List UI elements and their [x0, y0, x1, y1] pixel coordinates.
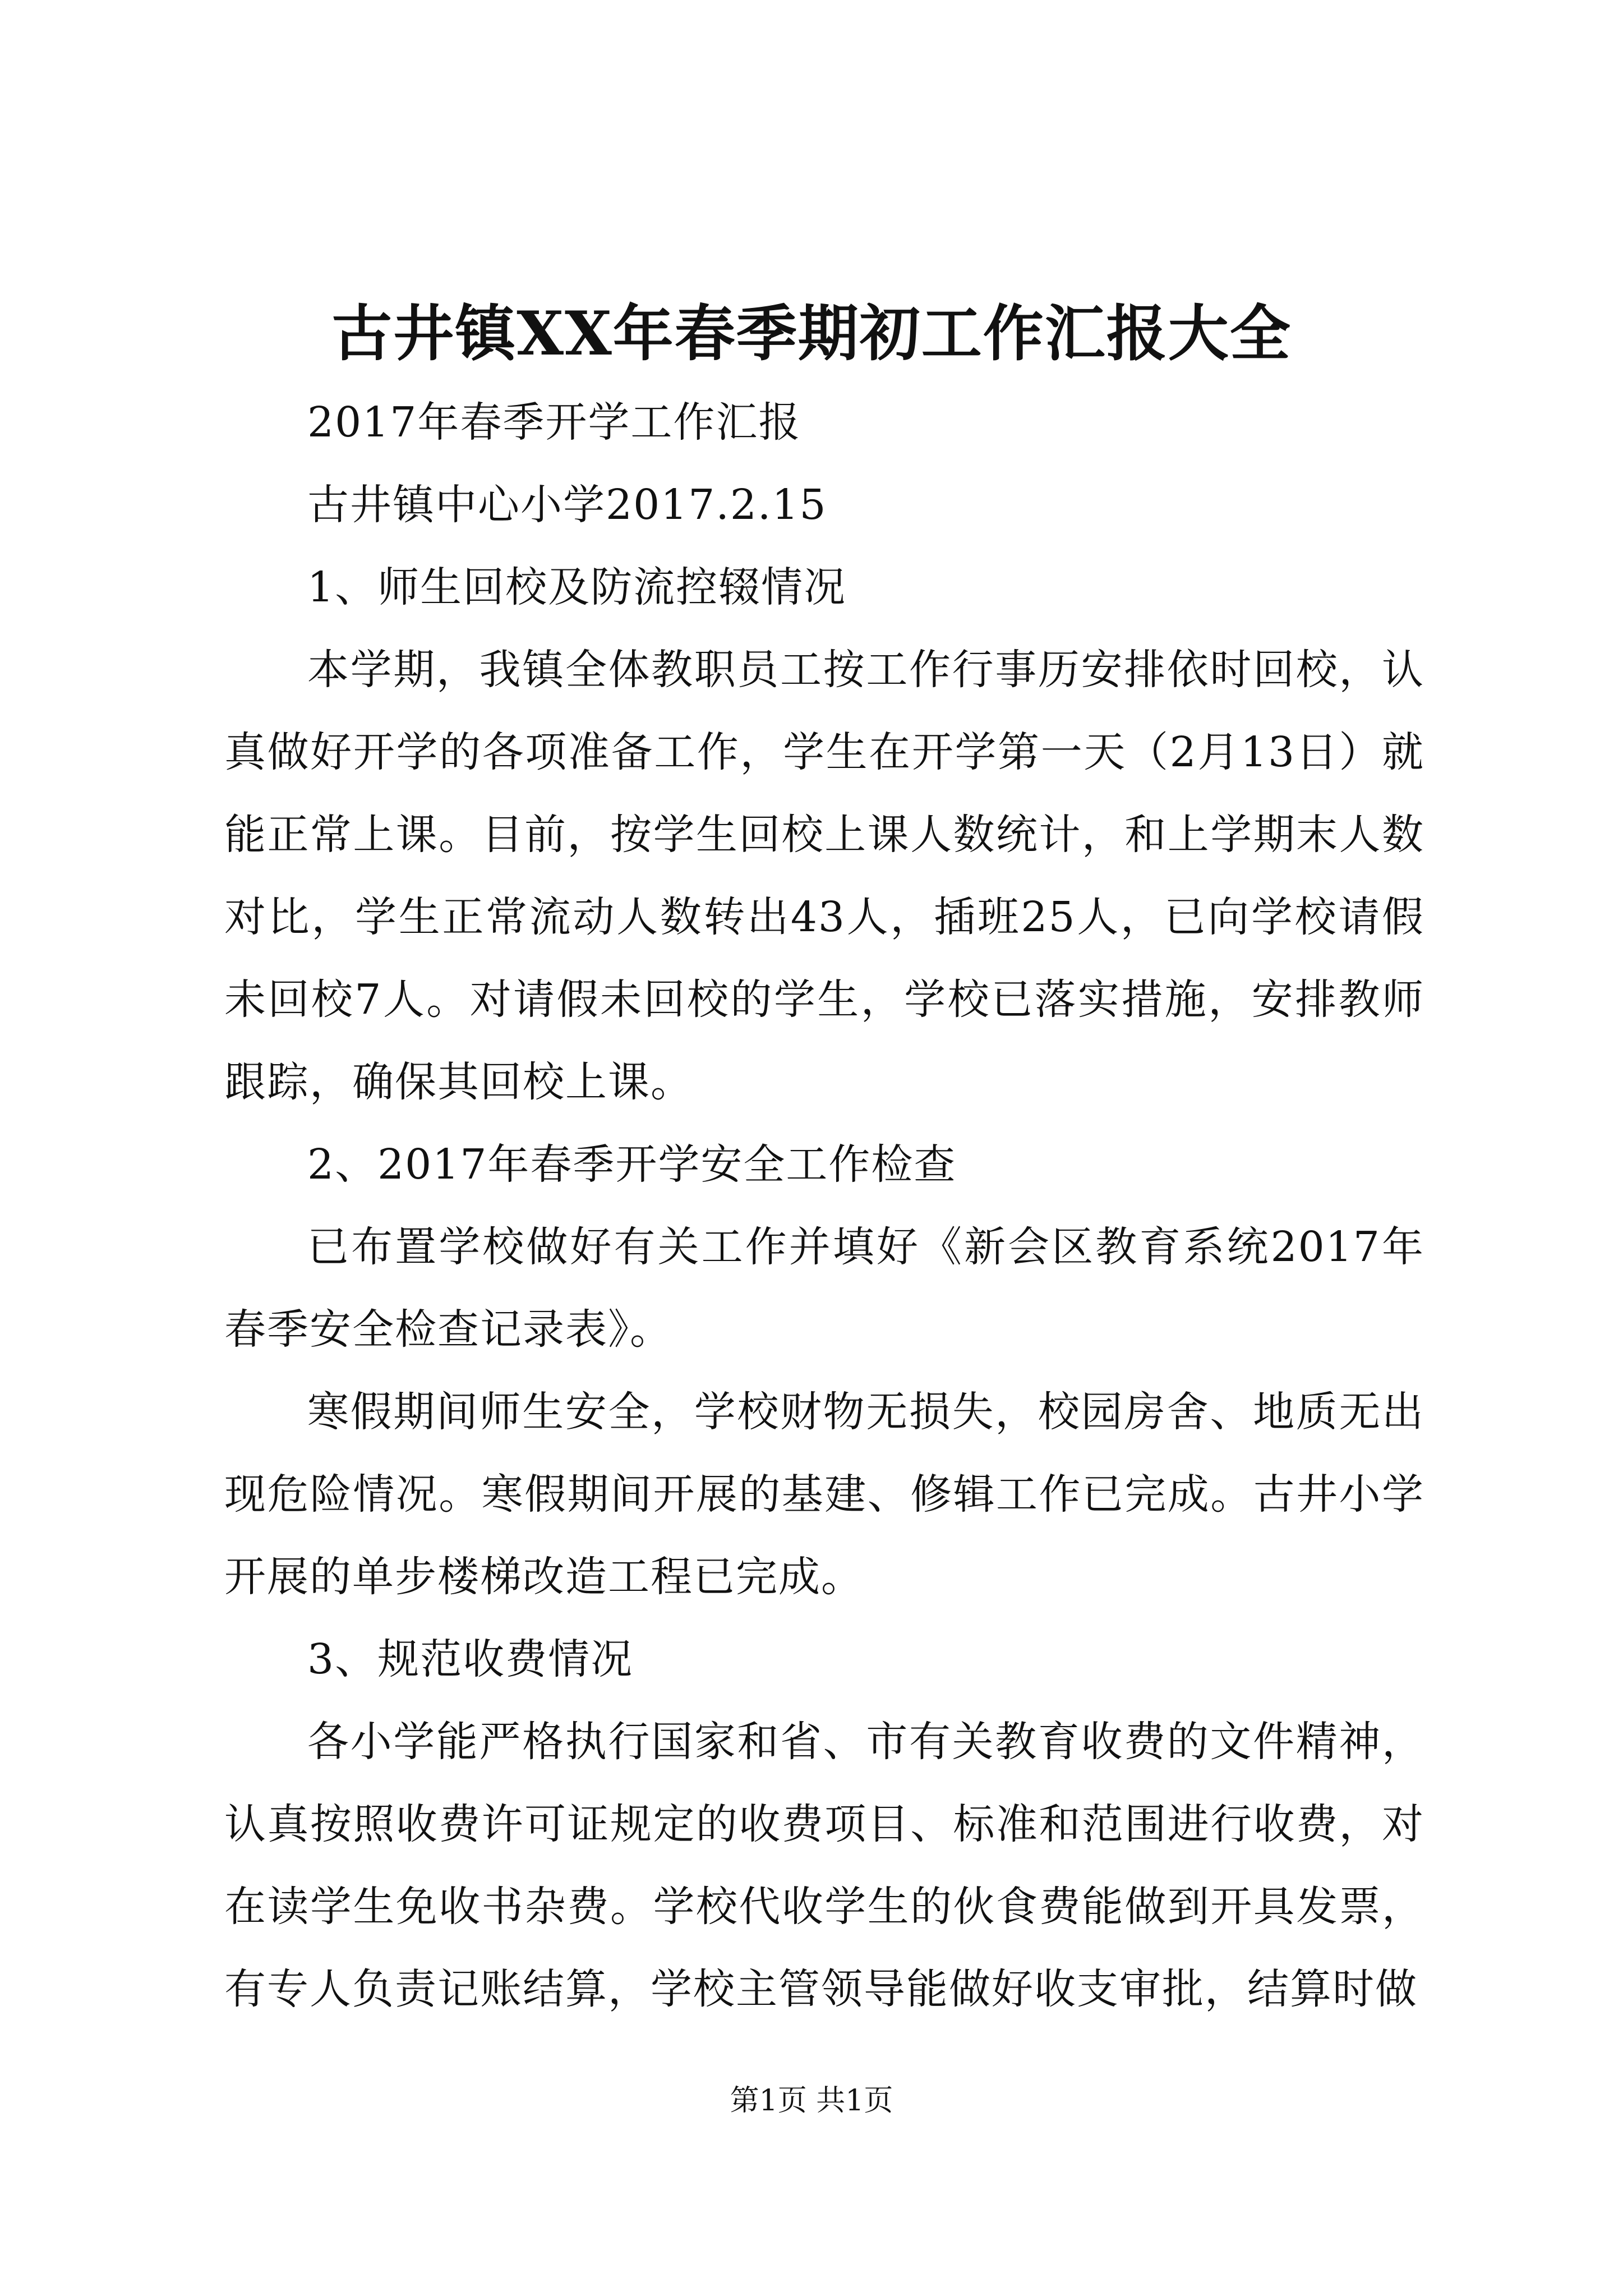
- author-date-line: 古井镇中心小学2017.2.15: [307, 481, 827, 529]
- section-heading-2: 2、2017年春季开学安全工作检查: [307, 1140, 957, 1189]
- document-title: 古井镇XX年春季期初工作汇报大全: [331, 298, 1292, 369]
- paragraph-return-to-school: 本学期，我镇全体教职员工按工作行事历安排依时回校，认真做好开学的各项准备工作，学生在开学第一天（2月13日）就能正常上课。目前，按学生回校上课人数统计，和上学期末人数对比，学生正常流动人数转出43人，插班25人，已向学校请假未回校7人。对请假未回校的学生，学校已落实措施，安排教师跟踪，确保其回校上课。: [224, 646, 1424, 1106]
- document-body: [224, 381, 1424, 2031]
- page-footer: 第1页 共1页: [730, 2084, 893, 2118]
- paragraph-safety-form: 已布置学校做好有关工作并填好《新会区教育系统2017年春季安全检查记录表》。: [224, 1223, 1424, 1354]
- heading-report: 2017年春季开学工作汇报: [307, 398, 801, 447]
- section-heading-1: 1、师生回校及防流控辍情况: [307, 563, 847, 611]
- paragraph-winter-safety: 寒假期间师生安全，学校财物无损失，校园房舍、地质无出现危险情况。寒假期间开展的基建、修辑工作已完成。古井小学开展的单步楼梯改造工程已完成。: [224, 1388, 1424, 1601]
- paragraph-fees: 各小学能严格执行国家和省、市有关教育收费的文件精神，认真按照收费许可证规定的收费项目、标准和范围进行收费，对在读学生免收书杂费。学校代收学生的伙食费能做到开具发票，有专人负责记账结算，学校主管领导能做好收支审批，结算时做: [224, 1718, 1424, 2013]
- section-heading-3: 3、规范收费情况: [307, 1635, 634, 1683]
